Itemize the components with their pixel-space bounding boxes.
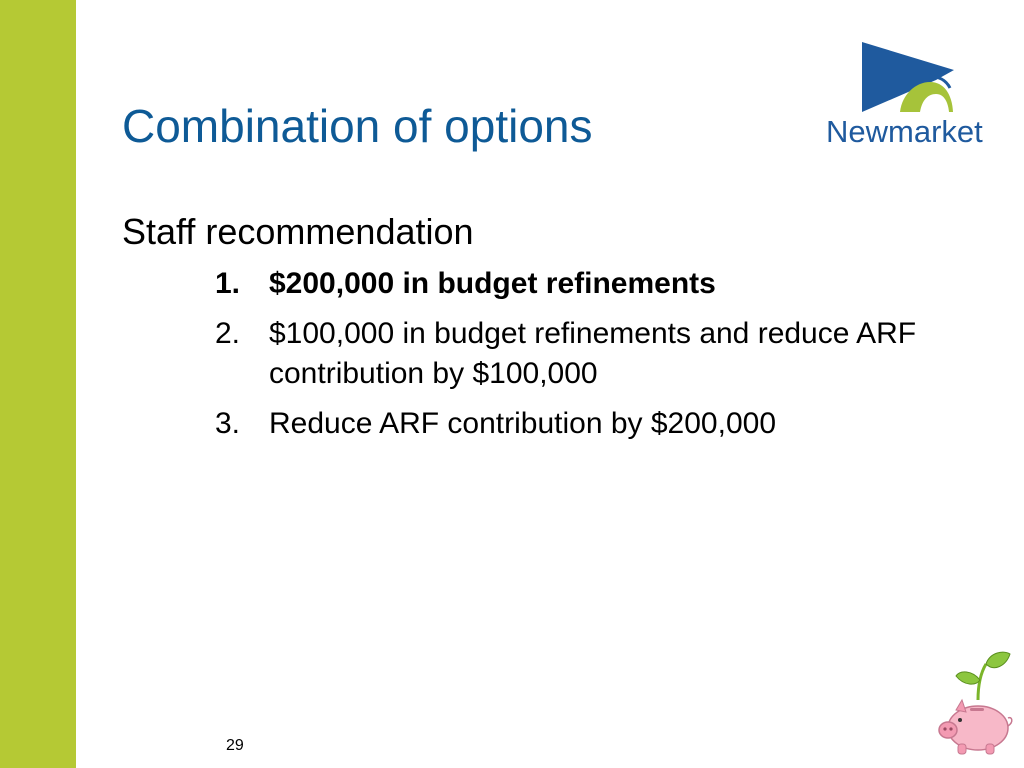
list-number: 2.: [215, 317, 241, 350]
side-accent-bar: [0, 0, 76, 768]
piggy-bank-sprout-icon: [934, 648, 1014, 758]
page-number: 29: [226, 737, 244, 754]
slide-title: Combination of options: [122, 100, 593, 152]
section-heading: Staff recommendation: [122, 211, 474, 252]
list-item: [215, 314, 975, 394]
list-text: $200,000 in budget refinements: [269, 267, 716, 300]
list-number: 1.: [215, 267, 241, 300]
list-text: $100,000 in budget refinements and reduce ARF contribution by $100,000: [269, 317, 917, 390]
list-item: [215, 404, 975, 444]
options-list: [215, 264, 975, 454]
list-number: 3.: [215, 407, 241, 440]
list-text: Reduce ARF contribution by $200,000: [269, 407, 776, 440]
newmarket-flag-logo-icon: [858, 40, 958, 114]
newmarket-logo: [822, 40, 987, 150]
list-item: [215, 264, 975, 304]
logo-wordmark: Newmarket: [826, 114, 983, 149]
